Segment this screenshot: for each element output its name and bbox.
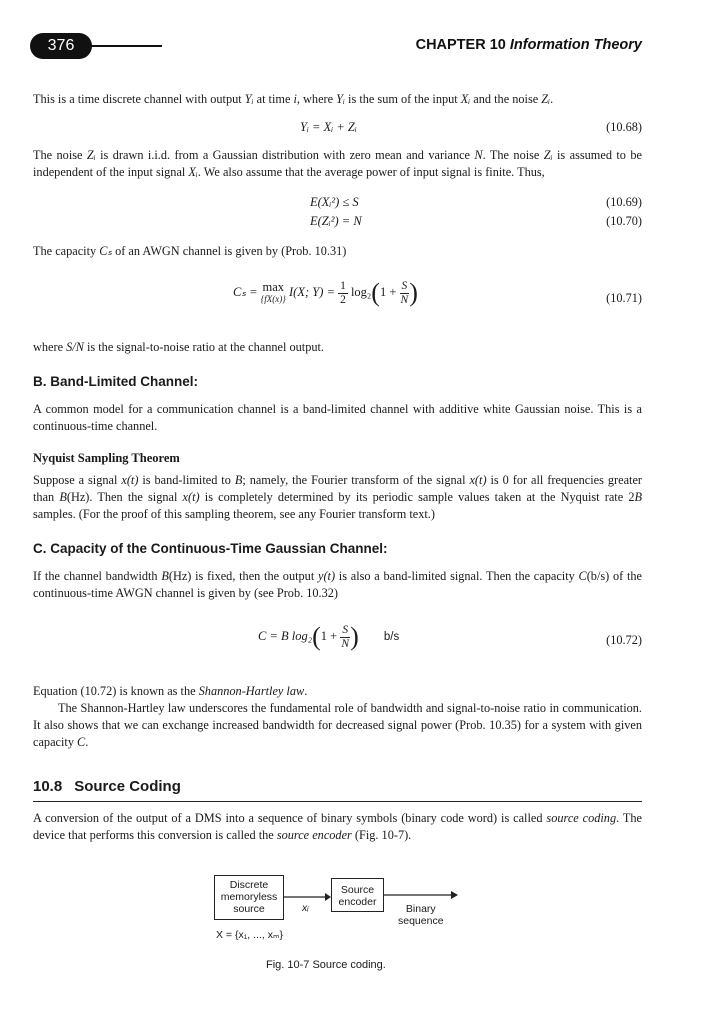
section-heading-continuous-gaussian: C. Capacity of the Continuous-Time Gaussian Channel: [33,541,388,556]
chapter-label: CHAPTER 10 [415,37,506,53]
paragraph-band-limited: A common model for a communication channel is a band-limited channel with additive white Gaussian noise. This is a continuous-time channel. [33,402,642,433]
equation-number: (10.72) [606,633,642,647]
section-heading-band-limited: B. Band-Limited Channel: [33,374,198,389]
source-encoder-box: Source encoder [331,878,384,912]
figure-arrows [284,885,460,905]
paragraph-shannon-hartley: Equation (10.72) is known as the Shannon-Hartley law. [33,684,308,698]
section-heading-source-coding: 10.8 Source Coding [33,778,642,802]
running-header [416,37,642,53]
paragraph-capacity: The capacity Cₛ of an AWGN channel is given by (Prob. 10.31) [33,244,347,258]
paragraph-noise: The noise Zᵢ is drawn i.i.d. from a Gaussian distribution with zero mean and variance N. The noise Zᵢ is assumed to be independent of the input signal Xᵢ. We also assume that the average power of input signal is finite. Thus, [33,148,642,179]
page-number-badge: 376 [30,33,92,59]
header-rule [90,45,162,47]
source-alphabet-label: X = {x₁, ..., xₘ} [216,929,283,941]
arrowhead-from-encoder [451,891,458,899]
discrete-memoryless-source-box: Discrete memoryless source [214,875,284,920]
xi-label: xᵢ [302,902,309,914]
equation-number: (10.71) [606,291,642,305]
paragraph-shannon-hartley-role: The Shannon-Hartley law underscores the fundamental role of bandwidth and signal-to-noise ratio in communication. It also shows that we can exchange increased bandwidth for decreased signal power (Prob. 10.35) for a system with given capacity C. [33,701,642,749]
paragraph-snr: where S/N is the signal-to-noise ratio at the channel output. [33,340,324,354]
paragraph-continuous-capacity: If the channel bandwidth B(Hz) is fixed, then the output y(t) is also a band-limited signal. Then the capacity C(b/s) of the continuous-time AWGN channel is given by (see Prob. 10.32) [33,569,642,600]
subheading-nyquist: Nyquist Sampling Theorem [33,451,180,465]
equation-10-69: E(Xᵢ²) ≤ S [310,195,359,209]
chapter-name: Information Theory [509,37,642,53]
equation-10-68: Yᵢ = Xᵢ + Zᵢ [300,120,357,134]
paragraph-source-coding: A conversion of the output of a DMS into a sequence of binary symbols (binary code word) is called source coding. The device that performs this conversion is called the source encoder (Fig. 10-7). [33,811,642,842]
equation-number: (10.68) [606,120,642,134]
equation-number: (10.69) [606,195,642,209]
binary-sequence-label: Binary sequence [398,903,444,927]
paragraph-nyquist: Suppose a signal x(t) is band-limited to B; namely, the Fourier transform of the signal x(t) is 0 for all frequencies greater than B(Hz). Then the signal x(t) is completely determined by its periodic sample values taken at the Nyquist rate 2B samples. (For the proof of this sampling theorem, see any Fourier transform text.) [33,473,643,521]
equation-10-71: Cₛ = max {fX(x)} I(X; Y) = $\frac{1}{2}$ log₂(1 + $\frac{S}{N}$ ) [233,278,418,307]
equation-10-72: C = B log₂(1 + $\frac{S}{N}$ ) b/s [258,622,400,651]
arrowhead-to-encoder [325,893,331,901]
equation-number: (10.70) [606,214,642,228]
paragraph-channel-intro: This is a time discrete channel with output Yᵢ at time i, where Yᵢ is the sum of the input Xᵢ and the noise Zᵢ. [33,92,554,106]
equation-10-70: E(Zᵢ²) = N [310,214,362,228]
figure-caption: Fig. 10-7 Source coding. [266,959,386,971]
